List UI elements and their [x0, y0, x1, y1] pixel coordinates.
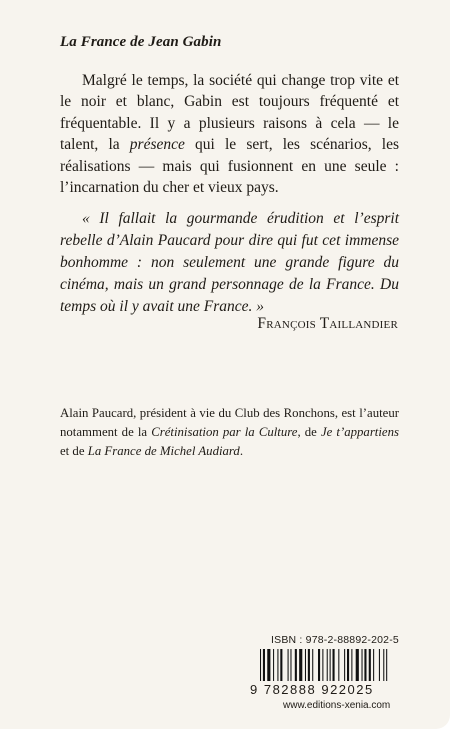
description-text-1: Malgré le temps, la société qui change trop vite et le noir et blanc, Gabin est toujours fréquenté et fréquentable. Il y a plusieurs raisons à cela — le talent, la: [60, 72, 399, 154]
barcode-bars: [258, 649, 416, 683]
book-title: La France de Jean Gabin: [60, 34, 222, 50]
bio-text-4: .: [239, 444, 244, 458]
bio-book-2: Je t’appartiens: [320, 425, 399, 439]
author-bio: [60, 404, 399, 461]
isbn-label: ISBN : 978-2-88892-202-5: [271, 634, 399, 646]
bio-book-3: La France de Michel Audiard: [87, 444, 240, 458]
publisher-website: www.editions-xenia.com: [283, 700, 391, 711]
bio-text-1: Alain Paucard, président à vie du Club des Ronchons, est l’auteur notamment de la: [60, 406, 399, 439]
barcode-digits: 9 782888 922025: [250, 682, 374, 697]
review-quote: « Il fallait la gourmande érudition et l’esprit rebelle d’Alain Paucard pour dire qui fut cet immense bonhomme : non seulement une grande figure du cinéma, mais un grand personnage de la France. Du temps où il y avait une France. »: [60, 210, 399, 315]
barcode: [250, 649, 416, 697]
description-emphasis: présence: [129, 136, 185, 154]
bio-book-1: Crétinisation par la Culture: [151, 425, 298, 439]
bio-text-2: , de: [297, 425, 321, 439]
quote-author: François Taillandier: [257, 315, 398, 332]
description-text-2: qui le sert, les scénarios, les réalisations — mais qui fusionnent en une seule : l’incarnation du cher et vieux pays.: [60, 136, 399, 197]
description-paragraph: [60, 70, 399, 198]
bio-text-3: et de: [60, 444, 88, 458]
